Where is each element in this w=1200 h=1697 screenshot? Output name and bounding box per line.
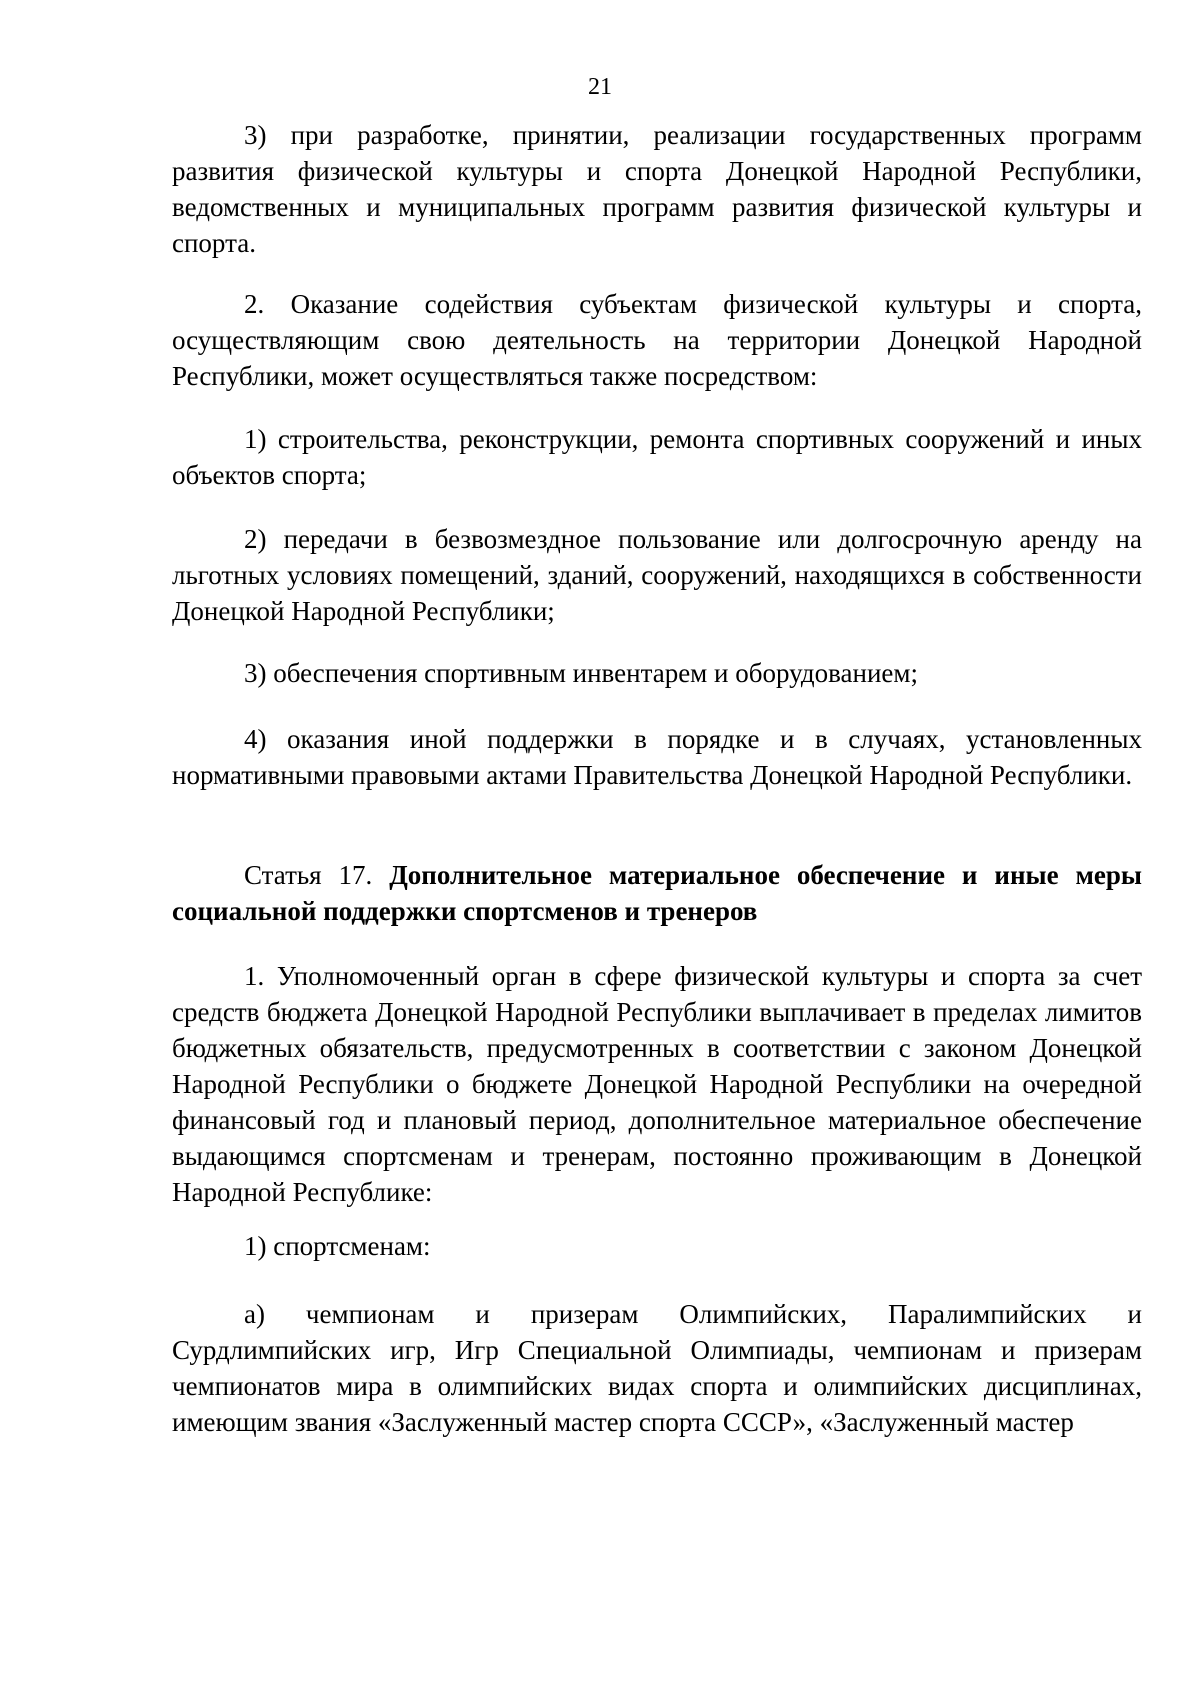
paragraph-item-other-support: 4) оказания иной поддержки в порядке и в случаях, установленных нормативными правовыми актами Правительства Донецкой Народной Республики.	[172, 724, 1142, 790]
article-label: Статья 17.	[244, 860, 390, 890]
paragraph-item-transfer: 2) передачи в безвозмездное пользование или долгосрочную аренду на льготных условиях помещений, зданий, сооружений, находящихся в собственности Донецкой Народной Республики;	[172, 524, 1142, 626]
page-number: 21	[588, 74, 612, 100]
paragraph-item-equipment: 3) обеспечения спортивным инвентарем и оборудованием;	[244, 658, 918, 688]
paragraph-item-construction: 1) строительства, реконструкции, ремонта спортивных сооружений и иных объектов спорта;	[172, 424, 1142, 490]
paragraph-assistance: 2. Оказание содействия субъектам физической культуры и спорта, осуществляющим свою деятельность на территории Донецкой Народной Республики, может осуществляться также посредством:	[172, 289, 1142, 391]
paragraph-programs: 3) при разработке, принятии, реализации государственных программ развития физической культуры и спорта Донецкой Народной Республики, ведомственных и муниципальных программ развития физической культуры и спорта.	[172, 120, 1142, 258]
paragraph-authorized-body: 1. Уполномоченный орган в сфере физической культуры и спорта за счет средств бюджета Донецкой Народной Республики выплачивает в пределах лимитов бюджетных обязательств, предусмотренных в соответствии с законом Донецкой Народной Республики о бюджете Донецкой Народной Республики на очередной финансовый год и плановый период, дополнительное материальное обеспечение выдающимся спортсменам и тренерам, постоянно проживающим в Донецкой Народной Республике:	[172, 961, 1142, 1207]
article-heading	[172, 857, 1142, 929]
paragraph-champions: а) чемпионам и призерам Олимпийских, Паралимпийских и Сурдлимпийских игр, Игр Специальной Олимпиады, чемпионам и призерам чемпионатов мира в олимпийских видах спорта и олимпийских дисциплинах, имеющим звания «Заслуженный мастер спорта СССР», «Заслуженный мастер	[172, 1299, 1142, 1437]
paragraph-athletes: 1) спортсменам:	[244, 1231, 431, 1261]
article-title: Дополнительное материальное обеспечение и иные меры социальной поддержки спортсменов и тренеров	[172, 860, 1142, 926]
